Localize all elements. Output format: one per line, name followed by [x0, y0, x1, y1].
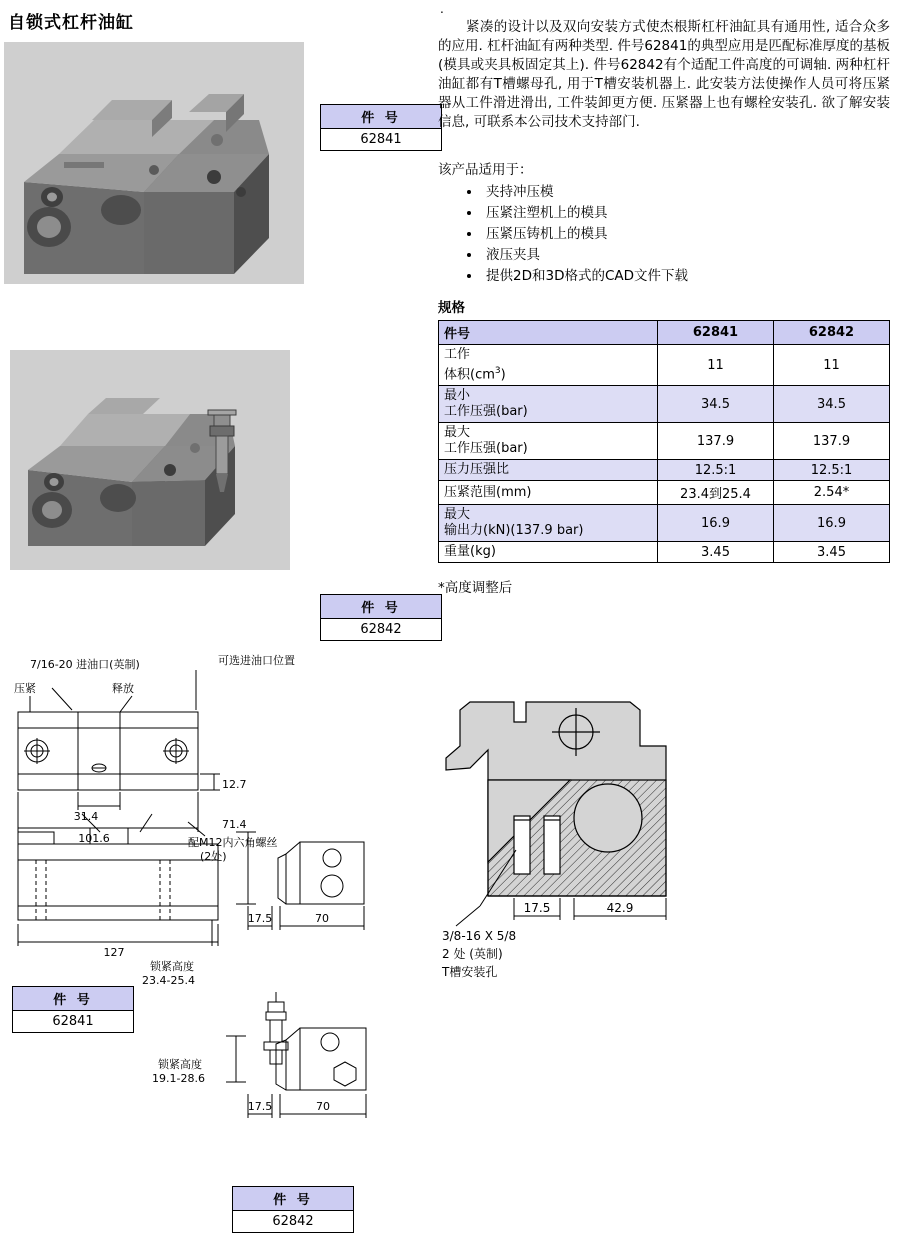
row-label-line1: 最小 — [444, 388, 471, 404]
label-clamp-height-2: 锁紧高度 — [158, 1058, 202, 1071]
list-item: • 提供2D和3D格式的CAD文件下载 — [482, 266, 688, 287]
part-number-header: 件 号 — [321, 105, 441, 129]
cell-value: 16.9 — [658, 505, 774, 542]
note-thread-3: T槽安装孔 — [442, 965, 498, 979]
part-number-header: 件 号 — [321, 595, 441, 619]
list-item: • 压紧压铸机上的模具 — [482, 224, 688, 245]
cell-value: 12.5:1 — [658, 460, 774, 481]
col-header-62841: 62841 — [658, 321, 774, 345]
row-label: 重量(kg) — [439, 542, 658, 563]
intro-paragraph: 紧凑的设计以及双向安装方式使杰根斯杠杆油缸具有通用性, 适合众多的应用. 杠杆油缸有两种类型. 件号62841的典型应用是匹配标准厚度的基板(模具或夹具板固定其上). 件号62842有个适配工件高度的可调轴. 两种杠杆油缸都有T槽螺母孔, 用于T槽安装机器上. 此安装方法使操作人员可将压紧器从工件滑进滑出, 工件装卸更方便. 压紧器上也有螺栓安装孔. 欲了解安装信息, 可联系本公司技术支持部门. — [438, 19, 890, 130]
label-clamp: 压紧 — [14, 682, 36, 695]
table-row — [439, 542, 890, 563]
table-row — [439, 423, 890, 460]
row-label-sup: 3 — [494, 366, 501, 376]
part-number-box-1 — [320, 104, 442, 151]
part-number-header: 件 号 — [233, 1187, 353, 1211]
product-photo-62841 — [4, 42, 304, 284]
product-photo-62842 — [10, 350, 290, 570]
part-number-box-2 — [320, 594, 442, 641]
cell-value: 34.5 — [658, 386, 774, 423]
value-clamp-height-1: 23.4-25.4 — [142, 974, 195, 987]
dim-101-6: 101.6 — [78, 832, 110, 845]
col-header-part: 件号 — [439, 321, 658, 345]
cell-value: 2.54* — [774, 481, 890, 505]
label-optional-port: 可选进油口位置 — [218, 654, 295, 667]
table-footnote: *高度调整后 — [438, 580, 513, 596]
dim-71-4: 71.4 — [222, 818, 247, 831]
row-label-line2: 工作压强(bar) — [444, 441, 528, 457]
cell-value: 12.5:1 — [774, 460, 890, 481]
dim-42-9-section: 42.9 — [606, 901, 634, 915]
note-socket-1: 配M12内六角螺丝 — [188, 836, 278, 849]
cell-value: 3.45 — [658, 542, 774, 563]
applications-list — [460, 182, 688, 287]
cell-value: 3.45 — [774, 542, 890, 563]
list-item: • 夹持冲压模 — [482, 182, 688, 203]
cell-value: 137.9 — [658, 423, 774, 460]
row-label-line2: 工作压强(bar) — [444, 404, 528, 420]
label-clamp-height-1: 锁紧高度 — [150, 960, 194, 973]
row-label — [439, 423, 658, 460]
cell-value: 16.9 — [774, 505, 890, 542]
row-label-line2-end: ) — [500, 367, 506, 383]
col-header-62842: 62842 — [774, 321, 890, 345]
applications-heading: 该产品适用于： — [438, 162, 533, 178]
spec-heading: 规格 — [438, 300, 465, 316]
page-title: 自锁式杠杆油缸 — [8, 13, 134, 33]
specifications-table — [438, 320, 890, 563]
table-row — [439, 481, 890, 505]
row-label: 压紧范围(mm) — [439, 481, 658, 505]
dim-70-top: 70 — [315, 912, 329, 925]
cell-value: 11 — [774, 345, 890, 386]
dim-17-5-bottom: 17.5 — [247, 1100, 273, 1113]
part-number-header: 件 号 — [13, 987, 133, 1011]
dim-31-4: 31.4 — [73, 810, 99, 823]
table-row — [439, 460, 890, 481]
cell-value: 11 — [658, 345, 774, 386]
row-label-line2: 体积(cm — [444, 367, 495, 383]
part-number-value: 62841 — [360, 132, 402, 147]
cell-value: 23.4到25.4 — [658, 481, 774, 505]
technical-drawing-right — [430, 650, 850, 994]
row-label-line2: 输出力(kN)(137.9 bar) — [444, 523, 584, 539]
part-number-value: 62842 — [272, 1214, 314, 1229]
list-item: • 压紧注塑机上的模具 — [482, 203, 688, 224]
row-label: 压力压强比 — [439, 460, 658, 481]
table-row — [439, 386, 890, 423]
note-socket-2: (2处) — [200, 850, 227, 863]
row-label-line1: 最大 — [444, 425, 471, 441]
label-port: 7/16-20 进油口(英制) — [30, 658, 140, 671]
dim-17-5-section: 17.5 — [523, 901, 551, 915]
table-header-row — [439, 321, 890, 345]
dim-17-5-top: 17.5 — [247, 912, 273, 925]
value-clamp-height-2: 19.1-28.6 — [152, 1072, 205, 1085]
note-thread-2: 2 处 (英制) — [442, 947, 503, 961]
part-number-value: 62841 — [52, 1014, 94, 1029]
row-label-line1: 工作 — [444, 347, 471, 362]
row-label — [439, 386, 658, 423]
cell-value: 137.9 — [774, 423, 890, 460]
row-label-line1: 最大 — [444, 507, 471, 523]
cell-value: 34.5 — [774, 386, 890, 423]
dim-70-bottom: 70 — [316, 1100, 330, 1113]
label-release: 释放 — [112, 682, 134, 695]
part-number-value: 62842 — [360, 622, 402, 637]
technical-drawing-left — [0, 636, 420, 1240]
table-row — [439, 345, 890, 386]
note-thread-1: 3/8-16 X 5/8 — [442, 929, 517, 943]
list-item: • 液压夹具 — [482, 245, 688, 266]
dim-12-7: 12.7 — [222, 778, 247, 791]
top-marker: . — [440, 2, 444, 16]
table-row — [439, 505, 890, 542]
row-label — [439, 345, 658, 386]
row-label — [439, 505, 658, 542]
dim-127: 127 — [103, 946, 125, 959]
